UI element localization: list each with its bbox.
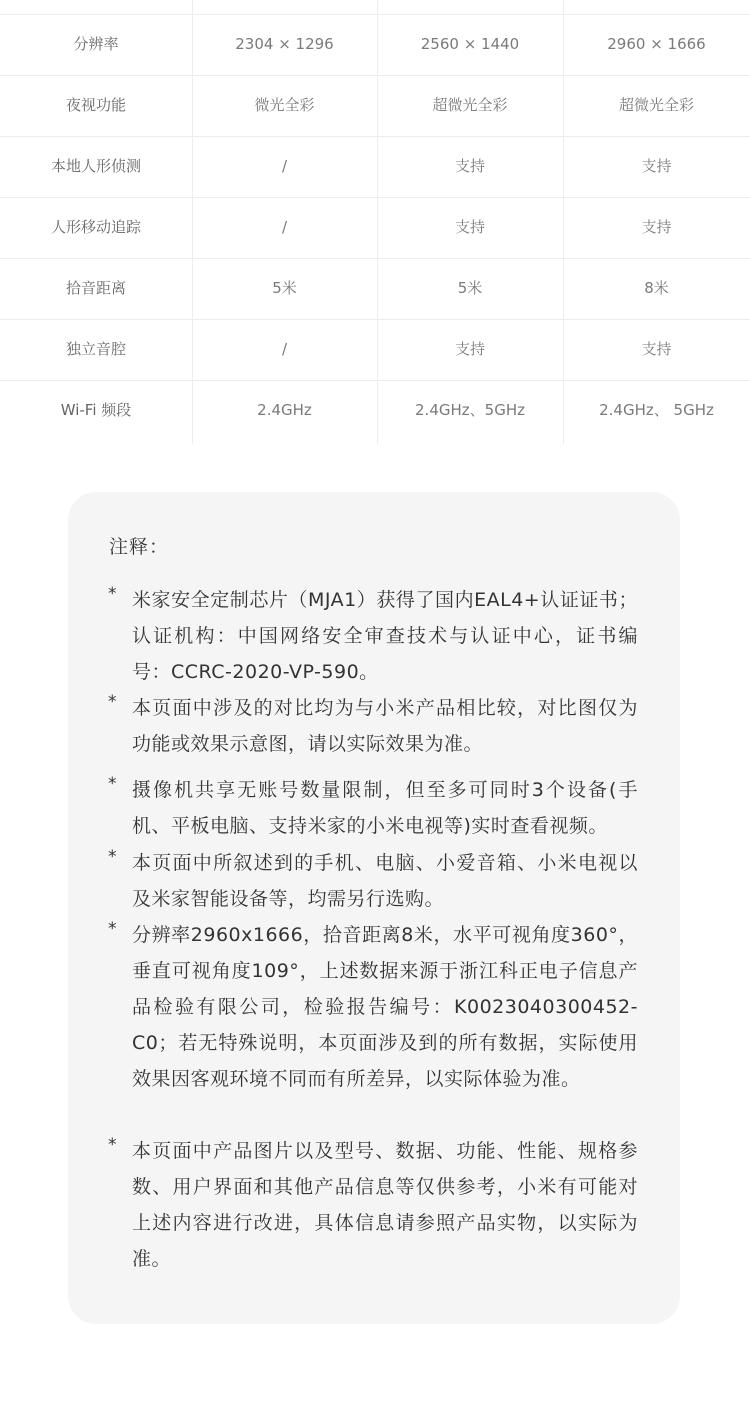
row-label: 夜视功能 xyxy=(65,96,126,114)
table-cell: 支持 xyxy=(454,157,485,175)
note-text: 分辨率2960x1666，拾音距离8米，水平可视角度360°，垂直可视角度109°，上述数据来源于浙江科正电子信息产品检验有限公司，检验报告编号：K0023040300452-C0；若无特殊说明，本页面涉及到的所有数据，实际使用效果因客观环境不同而有所差异，以实际体验为准。 xyxy=(132,924,638,1090)
table-row xyxy=(0,136,750,198)
table-cell: 2.4GHz xyxy=(257,401,312,419)
spec-comparison-table xyxy=(0,0,750,444)
table-cell: / xyxy=(281,157,288,175)
table-cell: 支持 xyxy=(641,157,672,175)
note-text: 摄像机共享无账号数量限制，但至多可同时3个设备(手机、平板电脑、支持米家的小米电视等)实时查看视频。 xyxy=(132,779,638,837)
table-cell: 支持 xyxy=(454,340,485,358)
table-cell: 5米 xyxy=(457,279,483,297)
note-text: 本页面中涉及的对比均为与小米产品相比较，对比图仅为功能或效果示意图，请以实际效果为准。 xyxy=(132,697,638,755)
table-cell: 8米 xyxy=(644,279,669,297)
table-top-divider xyxy=(0,14,750,15)
row-label: 分辨率 xyxy=(73,35,119,53)
table-cell: 支持 xyxy=(641,340,672,358)
row-label: 人形移动追踪 xyxy=(50,218,141,236)
table-cell: / xyxy=(281,218,288,236)
table-cell: 5米 xyxy=(272,279,297,297)
table-cell: 2.4GHz、5GHz xyxy=(415,401,525,419)
table-cell: 支持 xyxy=(454,218,485,236)
row-label: 本地人形侦测 xyxy=(50,157,141,175)
row-label: 拾音距离 xyxy=(65,279,126,297)
table-cell: 2560 × 1440 xyxy=(420,35,520,53)
table-cell: / xyxy=(281,340,288,358)
notes-panel xyxy=(68,492,680,1324)
table-cell: 超微光全彩 xyxy=(618,96,694,114)
note-text: 本页面中产品图片以及型号、数据、功能、性能、规格参数、用户界面和其他产品信息等仅供参考，小米有可能对上述内容进行改进，具体信息请参照产品实物，以实际为准。 xyxy=(132,1140,638,1270)
table-cell: 超微光全彩 xyxy=(432,96,508,114)
table-row xyxy=(0,75,750,137)
row-label: 独立音腔 xyxy=(65,340,126,358)
table-cell: 2.4GHz、 5GHz xyxy=(599,401,714,419)
column-divider xyxy=(563,0,564,444)
bullet-marker: * xyxy=(108,774,117,794)
table-cell: 2304 × 1296 xyxy=(235,35,334,53)
bullet-marker: * xyxy=(108,584,117,604)
table-row xyxy=(0,197,750,259)
table-row xyxy=(0,258,750,320)
table-cell: 2960 × 1666 xyxy=(607,35,706,53)
note-text: 米家安全定制芯片（MJA1）获得了国内EAL4+认证证书；认证机构：中国网络安全审查技术与认证中心，证书编号：CCRC-2020-VP-590。 xyxy=(132,589,638,683)
column-divider xyxy=(377,0,378,444)
table-row xyxy=(0,380,750,441)
table-row xyxy=(0,14,750,76)
notes-title: 注释： xyxy=(109,536,170,558)
table-cell: 微光全彩 xyxy=(254,96,315,114)
bullet-marker: * xyxy=(108,847,117,867)
note-text: 本页面中所叙述到的手机、电脑、小爱音箱、小米电视以及米家智能设备等，均需另行选购。 xyxy=(132,852,638,910)
row-label: Wi-Fi 频段 xyxy=(60,401,132,419)
table-cell: 支持 xyxy=(641,218,672,236)
bullet-marker: * xyxy=(108,919,117,939)
bullet-marker: * xyxy=(108,692,117,712)
table-row xyxy=(0,319,750,381)
column-divider xyxy=(192,0,193,444)
bullet-marker: * xyxy=(108,1135,117,1155)
